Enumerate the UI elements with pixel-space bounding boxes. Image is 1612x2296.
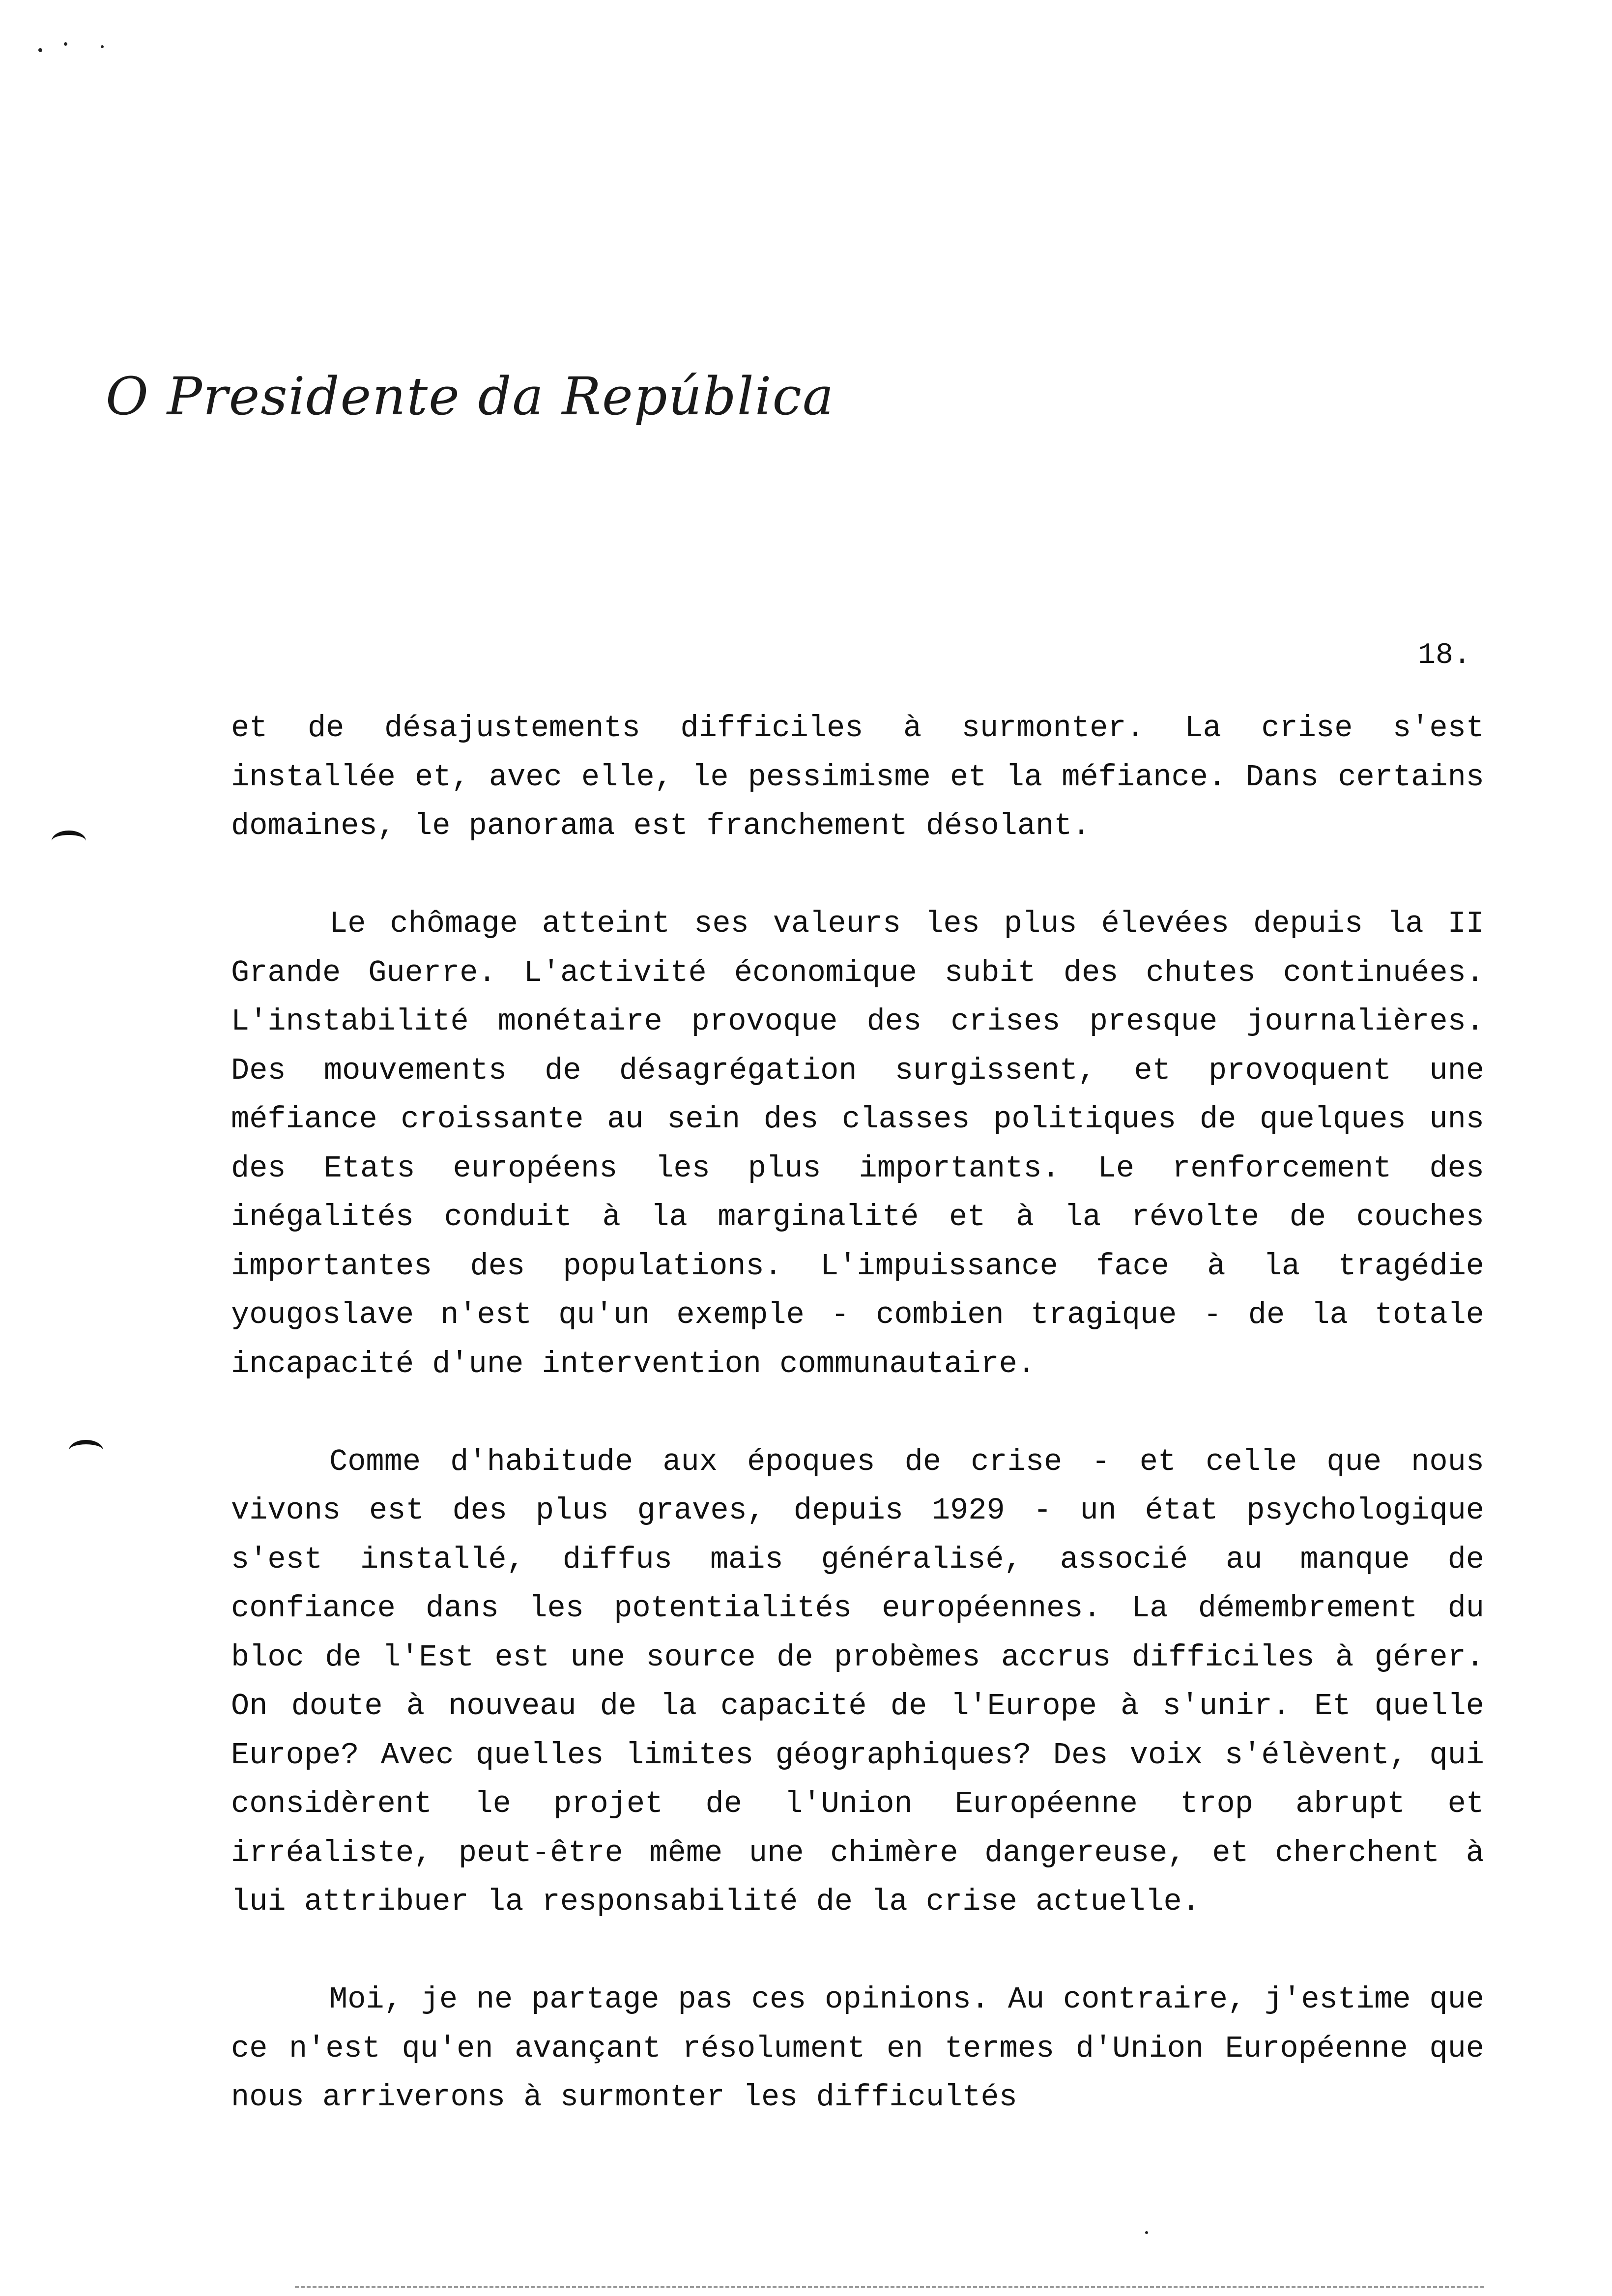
document-body bbox=[231, 704, 1484, 2171]
margin-mark bbox=[69, 1440, 103, 1461]
scan-speck bbox=[1145, 2231, 1148, 2234]
scan-speck bbox=[38, 48, 42, 52]
paragraph: et de désajustements difficiles à surmonter. La crise s'est installée et, avec elle, le pessimisme et la méfiance. Dans certains domaines, le panorama est franchement désolant. bbox=[231, 711, 1484, 843]
scan-speck bbox=[64, 42, 67, 46]
paragraph: Le chômage atteint ses valeurs les plus élevées depuis la II Grande Guerre. L'activité économique subit des chutes continuées. L'instabilité monétaire provoque des crises presque journalières. Des mouvements de désagrégation surgissent, et provoquent une méfiance croissante au sein des classes politiques de quelques uns des Etats européens les plus importants. Le renforcement des inégalités conduit à la marginalité et à la révolte de couches importantes des populations. L'impuissance face à la tragédie yougoslave n'est qu'un exemple - combien tragique - de la totale incapacité d'une intervention communautaire. bbox=[231, 906, 1484, 1381]
scan-speck bbox=[101, 45, 104, 48]
margin-mark bbox=[52, 831, 86, 852]
letterhead-title: O Presidente da República bbox=[106, 366, 835, 427]
scan-edge-line bbox=[295, 2286, 1484, 2288]
page-number: 18. bbox=[1418, 639, 1471, 672]
paragraph: Comme d'habitude aux époques de crise - et celle que nous vivons est des plus graves, depuis 1929 - un état psychologique s'est installé, diffus mais généralisé, associé au manque de confiance dans les potentialités européennes. La démembrement du bloc de l'Est est une source de probèmes accrus difficiles à gérer. On doute à nouveau de la capacité de l'Europe à s'unir. Et quelle Europe? Avec quelles limites géographiques? Des voix s'élèvent, qui considèrent le projet de l'Union Européenne trop abrupt et irréaliste, peut-être même une chimère dangereuse, et cherchent à lui attribuer la responsabilité de la crise actuelle. bbox=[231, 1444, 1484, 1919]
paragraph: Moi, je ne partage pas ces opinions. Au contraire, j'estime que ce n'est qu'en avançant résolument en termes d'Union Européenne que nous arriverons à surmonter les difficultés bbox=[231, 1982, 1484, 2115]
